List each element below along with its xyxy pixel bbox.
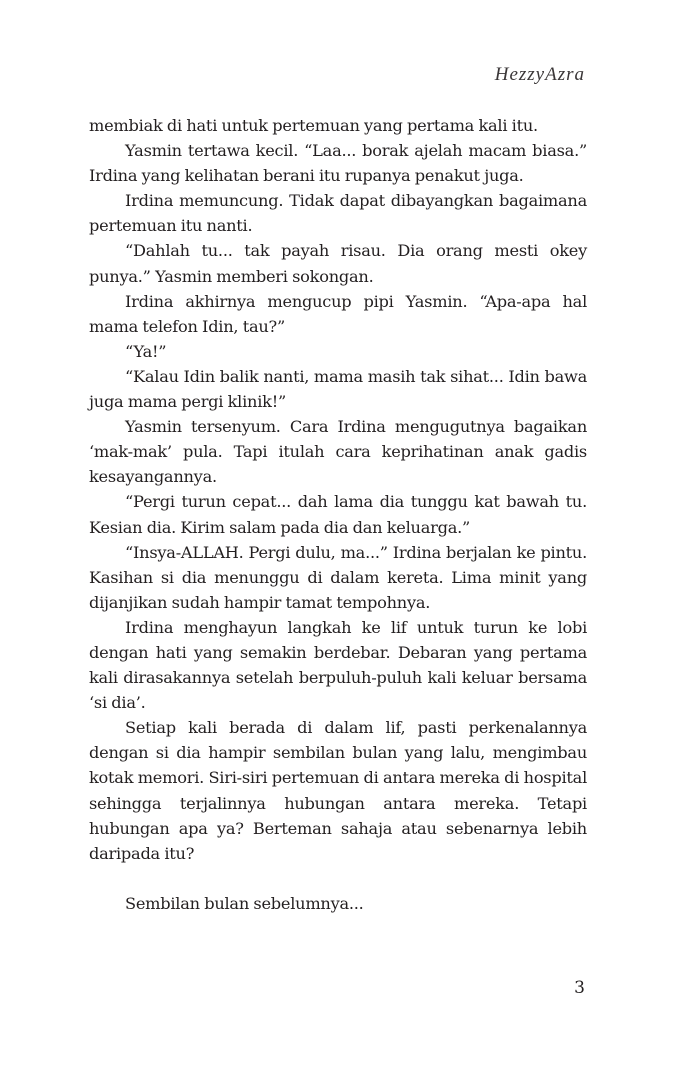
page-number: 3 bbox=[574, 978, 585, 998]
paragraph: “Ya!” bbox=[125, 341, 167, 361]
running-head-author: HezzyAzra bbox=[494, 64, 585, 85]
paragraph: membiak di hati untuk pertemuan yang pertama kali itu. bbox=[89, 116, 538, 135]
body-text bbox=[89, 113, 587, 916]
paragraph: Yasmin tertawa kecil. “Laa... borak ajelah macam biasa.” Irdina yang kelihatan berani itu rupanya penakut juga. bbox=[89, 141, 587, 186]
paragraph: “Insya-ALLAH. Pergi dulu, ma...” Irdina berjalan ke pintu. Kasihan si dia menunggu di dalam kereta. Lima minit yang dijanjikan sudah hampir tamat tempohnya. bbox=[89, 542, 587, 612]
paragraph: “Dahlah tu... tak payah risau. Dia orang mesti okey punya.” Yasmin memberi sokongan. bbox=[89, 241, 587, 286]
paragraph: Yasmin tersenyum. Cara Irdina mengugutnya bagaikan ‘mak-mak’ pula. Tapi itulah cara keprihatinan anak gadis kesayangannya. bbox=[89, 417, 587, 487]
paragraph: “Kalau Idin balik nanti, mama masih tak sihat... Idin bawa juga mama pergi klinik!” bbox=[89, 366, 587, 412]
section-transition: Sembilan bulan sebelumnya... bbox=[125, 893, 364, 913]
paragraph: Irdina menghayun langkah ke lif untuk turun ke lobi dengan hati yang semakin berdebar. Debaran yang pertama kali dirasakannya setelah berpuluh-puluh kali keluar bersama ‘si dia’. bbox=[89, 617, 587, 713]
paragraph: “Pergi turun cepat... dah lama dia tunggu kat bawah tu. Kesian dia. Kirim salam pada dia dan keluarga.” bbox=[89, 492, 587, 537]
paragraph: Irdina akhirnya mengucup pipi Yasmin. “Apa-apa hal mama telefon Idin, tau?” bbox=[89, 291, 587, 336]
paragraph: Setiap kali berada di dalam lif, pasti perkenalannya dengan si dia hampir sembilan bulan yang lalu, mengimbau kotak memori. Siri-siri pertemuan di antara mereka di hospital sehingga terjalinnya hubungan antara mereka. Tetapi hubungan apa ya? Berteman sahaja atau sebenarnya lebih daripada itu? bbox=[89, 718, 587, 863]
section-spacer bbox=[89, 866, 587, 891]
paragraph: Irdina memuncung. Tidak dapat dibayangkan bagaimana pertemuan itu nanti. bbox=[89, 191, 587, 236]
